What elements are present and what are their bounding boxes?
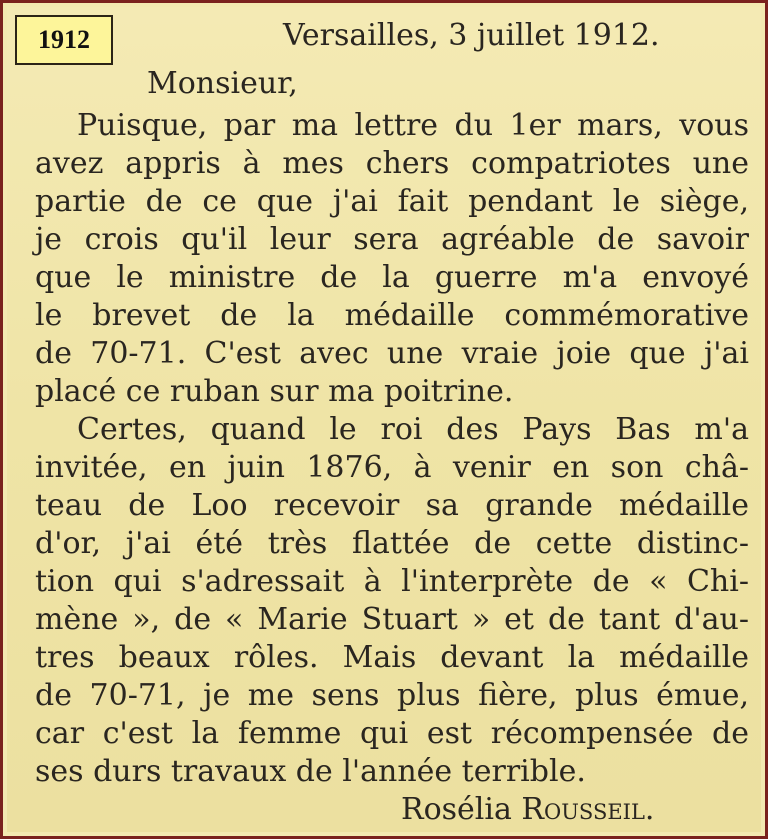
newspaper-clipping [7, 7, 761, 832]
letter-line: que le ministre de la guerre m'a envoyé [35, 260, 749, 295]
letter-line: le brevet de la médaille commémorative [35, 298, 749, 333]
letter-line: de 70-71, je me sens plus fière, plus émue, [35, 678, 749, 713]
letter-line: ses durs travaux de l'année terrible. [35, 754, 586, 789]
signature [401, 793, 654, 827]
signature-first-name: Rosélia [401, 792, 512, 827]
letter-line: Certes, quand le roi des Pays Bas m'a [77, 412, 749, 447]
letter-line: je crois qu'il leur sera agréable de savoir [35, 222, 749, 257]
letter-line: d'or, j'ai été très flattée de cette distinc- [35, 526, 749, 561]
letter-line: teau de Loo recevoir sa grande médaille [35, 488, 749, 523]
year-badge: 1912 [15, 15, 113, 65]
letter-line: mène », de « Marie Stuart » et de tant d'au- [35, 602, 749, 637]
letter-line: de 70-71. C'est avec une vraie joie que j'ai [35, 336, 749, 371]
letter-line: tres beaux rôles. Mais devant la médaille [35, 640, 749, 675]
letter-line: Puisque, par ma lettre du 1er mars, vous [77, 108, 749, 143]
letter-line: car c'est la femme qui est récompensée de [35, 716, 749, 751]
salutation: Monsieur, [147, 66, 298, 101]
dateline: Versailles, 3 juillet 1912. [283, 18, 660, 53]
letter-line: tion qui s'adressait à l'interprète de « Chi- [35, 564, 749, 599]
letter-line: avez appris à mes chers compatriotes une [35, 146, 749, 181]
signature-last-name: Rousseil. [521, 792, 655, 827]
letter-line: partie de ce que j'ai fait pendant le siège, [35, 184, 749, 219]
letter-line: placé ce ruban sur ma poitrine. [35, 374, 514, 409]
letter-line: invitée, en juin 1876, à venir en son châ- [35, 450, 749, 485]
